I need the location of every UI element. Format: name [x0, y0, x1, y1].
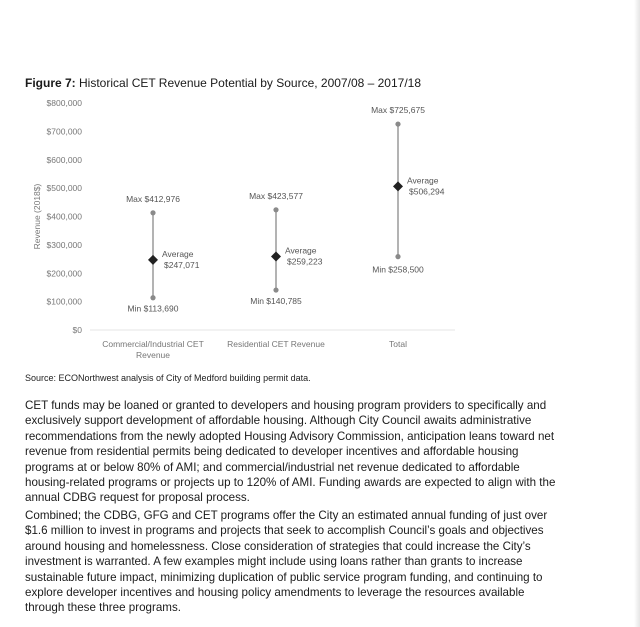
- average-marker: [393, 181, 403, 191]
- y-tick-label: $100,000: [46, 296, 82, 307]
- max-label: Max $423,577: [249, 190, 303, 201]
- average-value-label: $506,294: [409, 186, 445, 197]
- average-marker: [148, 255, 158, 265]
- average-marker: [271, 251, 281, 261]
- max-label: Max $412,976: [126, 193, 180, 204]
- min-point: [150, 295, 155, 300]
- y-axis-label: Revenue (2018$): [32, 183, 42, 250]
- y-tick-label: $700,000: [46, 126, 82, 137]
- min-point: [395, 254, 400, 259]
- max-point: [150, 210, 155, 215]
- y-tick-label: $500,000: [46, 183, 82, 194]
- min-point: [273, 287, 278, 292]
- max-point: [273, 207, 278, 212]
- x-category-label: Commercial/Industrial CET: [102, 339, 204, 349]
- y-tick-label: $200,000: [46, 268, 82, 279]
- y-tick-label: $0: [72, 325, 82, 335]
- average-label: Average: [407, 175, 439, 186]
- y-tick-label: $300,000: [46, 239, 82, 250]
- x-category-label: Total: [389, 339, 407, 349]
- x-category-label: Revenue: [135, 350, 171, 360]
- min-label: Min $258,500: [372, 264, 424, 275]
- paragraph-cet-funds: CET funds may be loaned or granted to developers and housing program providers to specifically and exclusively support development of affordable housing. Although City Council awaits administrative recommendations from the newly adopted Housing Advisory Commission, anticipation leans toward net revenue from residential permits being dedicated to developer incentives and affordable housing programs at or below 80% of AMI; and commercial/industrial net revenue dedicated to affordable housing-related programs or projects up to 120% of AMI. Funding awards are expected to align with the annual CDBG request for proposal process.: [25, 399, 556, 505]
- average-label: Average: [162, 248, 194, 259]
- min-label: Min $140,785: [250, 296, 302, 307]
- figure-label: Figure 7:: [25, 76, 76, 90]
- y-tick-label: $600,000: [46, 154, 82, 165]
- max-label: Max $725,675: [371, 105, 425, 116]
- max-point: [395, 121, 400, 126]
- average-value-label: $247,071: [164, 259, 200, 270]
- paragraph-combined-funding: Combined; the CDBG, GFG and CET programs offer the City an estimated annual funding of just over $1.6 million to invest in programs and projects that seek to accomplish Council’s goals and objectives around housing and homelessness. Close consideration of strategies that could increase the City’s investment is warranted. A few examples might include using loans rather than grants to increase sustainable future impact, minimizing duplication of public service program funding, and continuing to explore developer incentives and housing policy amendments to leverage the resources available through these three programs.: [25, 509, 548, 615]
- figure-title-text: Historical CET Revenue Potential by Source, 2007/08 – 2017/18: [79, 76, 422, 90]
- average-label: Average: [285, 245, 317, 256]
- y-tick-label: $800,000: [46, 98, 82, 108]
- min-label: Min $113,690: [127, 303, 179, 314]
- x-category-label: Residential CET Revenue: [227, 339, 325, 349]
- source-note: Source: ECONorthwest analysis of City of Medford building permit data.: [25, 373, 311, 383]
- average-value-label: $259,223: [287, 256, 323, 267]
- y-tick-label: $400,000: [46, 211, 82, 222]
